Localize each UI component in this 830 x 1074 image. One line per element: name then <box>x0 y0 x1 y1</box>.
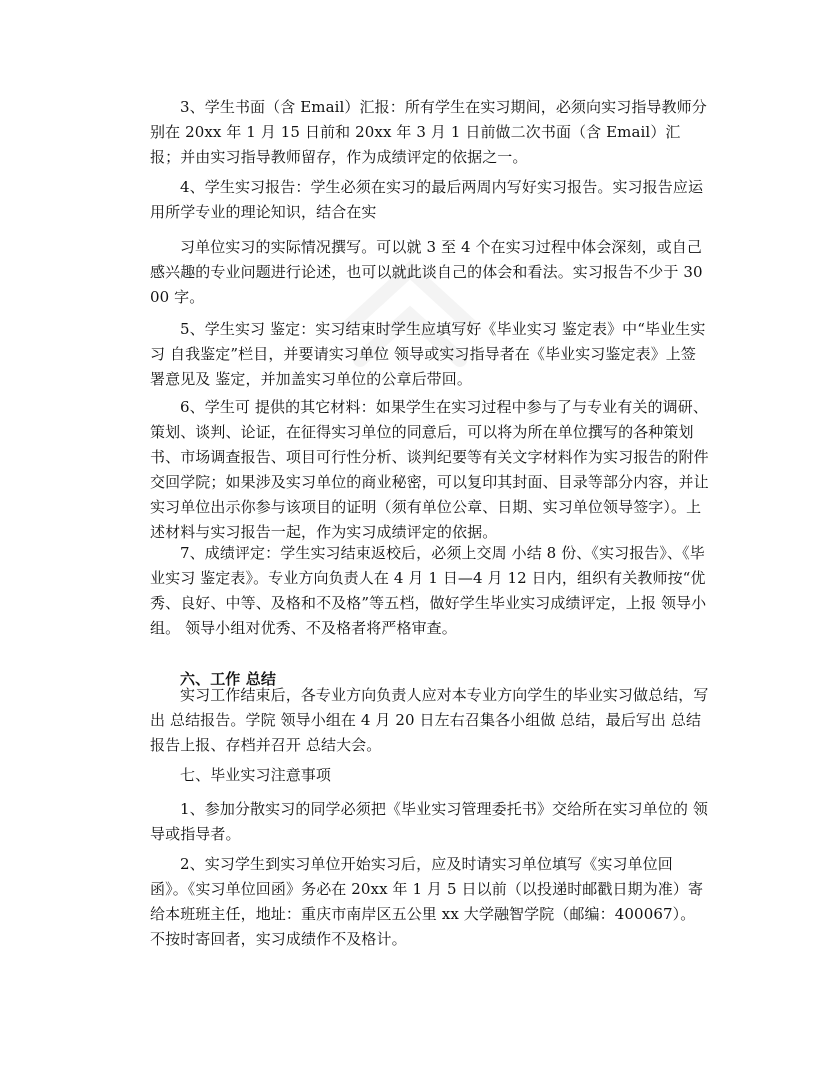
heading-work-summary: 六、工作 总结 <box>180 670 276 688</box>
paragraph-grading: 7、成绩评定：学生实习结束返校后，必须上交周 小结 8 份、《实习报告》、《毕业实习 鉴定表》。专业方向负责人在 4 月 1 日—4 月 12 日内，组织有关教师按“优秀、良好、中等、及格和不及格”等五档，做好学生毕业实习成绩评定，上报 领导小组。 领导小组对优秀、不及格者将严格审查。 <box>150 544 707 637</box>
paragraph-appraisal: 5、学生实习 鉴定：实习结束时学生应填写好《毕业实习 鉴定表》中“毕业生实习 自我鉴定”栏目，并要请实习单位 领导或实习指导者在《毕业实习鉴定表》上签署意见及 鉴定，并加盖实习单位的公章后带回。 <box>150 320 706 388</box>
heading-notes: 七、毕业实习注意事项 <box>180 766 332 784</box>
paragraph-internship-report: 4、学生实习报告：学生必须在实习的最后两周内写好实习报告。实习报告应运用所学专业的理论知识，结合在实 <box>150 178 704 221</box>
paragraph-internship-report-cont: 习单位实习的实际情况撰写。可以就 3 至 4 个在实习过程中体会深刻，或自己感兴趣的专业问题进行论述，也可以就此谈自己的体会和看法。实习报告不少于 3000 字。 <box>150 238 703 306</box>
paragraph-work-summary: 实习工作结束后，各专业方向负责人应对本专业方向学生的毕业实习做总结，写出 总结报告。学院 领导小组在 4 月 20 日左右召集各小组做 总结，最后写出 总结报告上报、存档并召开 总结大会。 <box>150 686 709 754</box>
paragraph-written-report: 3、学生书面（含 Email）汇报：所有学生在实习期间，必须向实习指导教师分别在 20xx 年 1 月 15 日前和 20xx 年 3 月 1 日前做二次书面（含 Email）汇报；并由实习指导教师留存，作为成绩评定的依据之一。 <box>150 98 707 166</box>
paragraph-note-2: 2、实习学生到实习单位开始实习后，应及时请实习单位填写《实习单位回函》。《实习单位回函》务必在 20xx 年 1 月 5 日以前（以投递时邮戳日期为准）寄给本班班主任，地址：重庆市南岸区五公里 xx 大学融智学院（邮编：400067）。不按时寄回者，实习成绩作不及格计。 <box>150 855 704 948</box>
paragraph-other-materials: 6、学生可 提供的其它材料：如果学生在实习过程中参与了与专业有关的调研、策划、谈判、论证，在征得实习单位的同意后，可以将为所在单位撰写的各种策划书、市场调查报告、项目可行性分析、谈判纪要等有关文字材料作为实习报告的附件交回学院；如果涉及实习单位的商业秘密，可以复印其封面、目录等部分内容，并让实习单位出示你参与该项目的证明（须有单位公章、日期、实习单位领导签字）。上述材料与实习报告一起，作为实习成绩评定的依据。 <box>150 398 709 541</box>
paragraph-note-1: 1、参加分散实习的同学必须把《毕业实习管理委托书》交给所在实习单位的 领导或指导者。 <box>150 800 708 843</box>
